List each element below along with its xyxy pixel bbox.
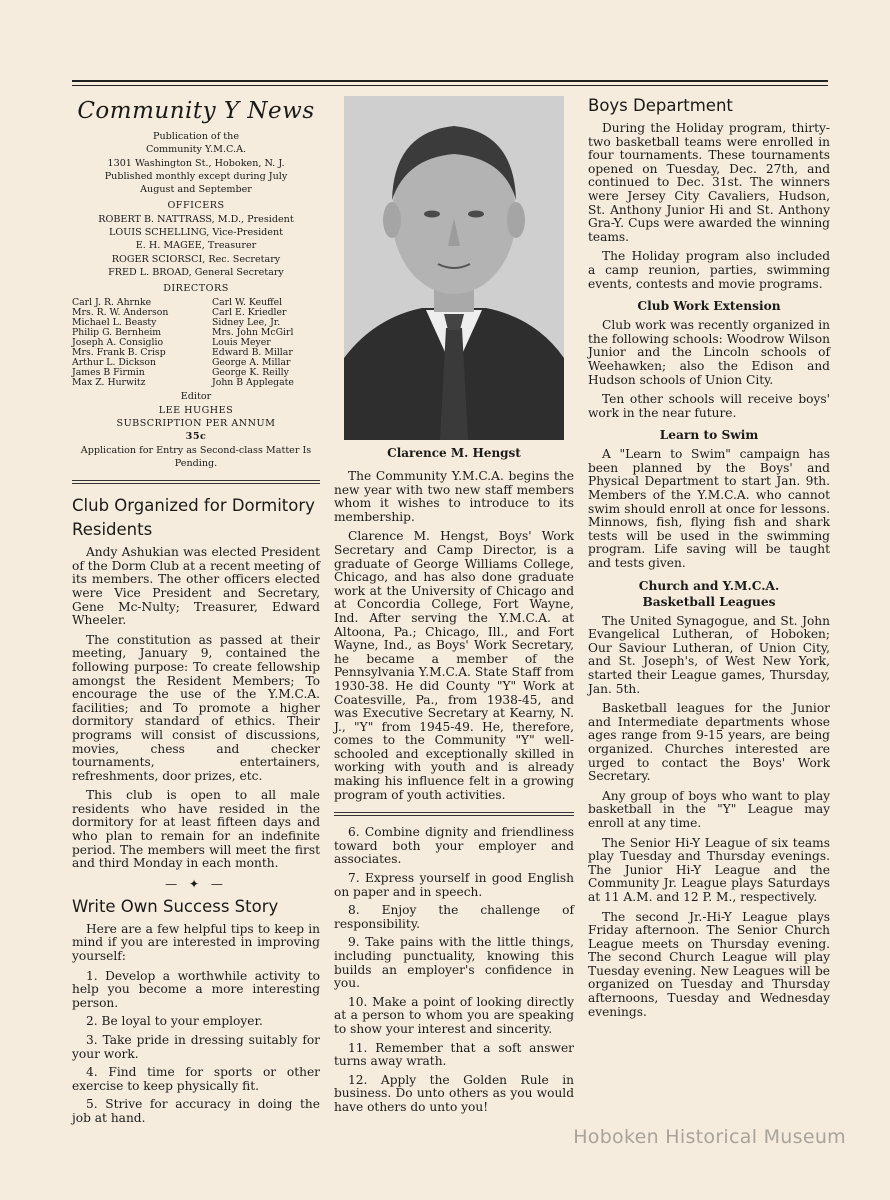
subheading: Church and Y.M.C.A. [638,578,780,593]
director-name: George K. Reilly [212,367,289,379]
director-name: Philip G. Bernheim [72,326,162,338]
subscription-price: 35c [185,431,207,443]
director-name: Joseph A. Consiglio [72,336,164,348]
ornament-divider: — ✦ — [165,876,227,891]
article-paragraph: Basketball leagues for the Junior and Intermediate departments whose ages range from 9-15 years, are being organized. Churches interested are urged to contact the Boys' Work Secretary. [588,701,830,784]
director-name: George A. Millar [212,357,291,369]
director-name: Carl J. R. Ahrnke [72,296,152,308]
director-name: Carl E. Kriedler [212,306,287,318]
article-paragraph: Clarence M. Hengst, Boys' Work Secretary and Camp Director, is a graduate of George Williams College, Chicago, and has also done graduate work at the University of Chicago and at Concordia College, Fort Wayne, Ind. After serving the Y.M.C.A. at Altoona, Pa.; Chicago, Ill., and Fort Wayne, Ind., as Boys' Work Secretary, he became a member of the Pennsylvania Y.M.C.A. State Staff from 1930-38. He did County "Y" Work at Coatesville, Pa., from 1938-45, and was Executive Secretary at Kearny, N. J., "Y" from 1945-49. He, therefore, comes to the Community "Y" well-schooled and exceptionally skilled in working with youth and is already making his influence felt in a growing program of youth activities. [334,529,574,802]
article-paragraph: The Senior Hi-Y League of six teams play Tuesday and Thursday evenings. The Junior Hi-Y League and the Community Jr. League plays Saturdays at 11 A.M. and 12 P. M., respectively. [588,835,830,904]
director-name: John B Applegate [212,377,294,389]
tip-item: 10. Make a point of looking directly at a person to whom you are speaking to show your interest and sincerity. [334,994,574,1036]
officers-heading: OFFICERS [167,200,225,212]
director-name: James B Firmin [72,367,145,379]
photo-caption: Clarence M. Hengst [387,446,521,460]
tip-item: 8. Enjoy the challenge of responsibility. [334,903,574,931]
tip-item: 9. Take pains with the little things, including punctuality, knowing this builds an employer's confidence in you. [334,935,574,991]
officer-line: ROGER SCIORSCI, Rec. Secretary [111,253,281,265]
subheading: Basketball Leagues [642,594,776,609]
tip-item: 5. Strive for accuracy in doing the job at hand. [72,1097,320,1125]
tip-item: 2. Be loyal to your employer. [86,1014,263,1029]
column-middle [334,92,574,1120]
tip-item: 6. Combine dignity and friendliness toward both your employer and associates. [334,825,574,867]
article-title: Boys Department [588,96,733,115]
portrait-photo [344,96,564,440]
article-title: Club Organized for Dormitory Residents [72,496,315,540]
officer-line: FRED L. BROAD, General Secretary [108,266,284,278]
subscription-heading: SUBSCRIPTION PER ANNUM [116,418,276,429]
entry-note: Application for Entry as Second-class Matter Is Pending. [80,444,312,469]
portrait-illustration [344,96,564,440]
director-name: Sidney Lee, Jr. [212,316,281,328]
article-paragraph: The Holiday program also included a camp reunion, parties, swimming events, contests and movie programs. [588,249,830,291]
director-name: Michael L. Beasty [72,316,157,328]
success-tips-continued [334,826,574,1114]
top-rule [72,80,828,82]
tip-item: 11. Remember that a soft answer turns away wrath. [334,1040,574,1069]
tip-item: 12. Apply the Golden Rule in business. Do unto others as you would have others do unto you! [334,1072,574,1114]
director-name: Mrs. Frank B. Crisp [72,347,166,359]
masthead-title: Community Y News [77,98,315,124]
tip-item: 4. Find time for sports or other exercise to keep physically fit. [72,1065,320,1093]
article-paragraph: Ten other schools will receive boys' work in the near future. [588,392,830,420]
editor-name: LEE HUGHES [158,404,234,416]
article-paragraph: Any group of boys who want to play basketball in the "Y" League may enroll at any time. [588,788,830,830]
top-rule-thin [72,85,828,86]
director-name: Max Z. Hurwitz [72,377,146,389]
boys-department-article [588,94,830,1019]
director-name: Arthur L. Dickson [72,357,156,369]
director-name: Mrs. R. W. Anderson [72,306,169,318]
director-name: Louis Meyer [212,336,271,348]
article-paragraph: Andy Ashukian was elected President of the Dorm Club at a recent meeting of its members. The other officers elected were Vice President and Secretary, Gene Mc-Nulty; Treasurer, Edward Wheeler. [72,545,320,628]
article-paragraph: Club work was recently organized in the following schools: Woodrow Wilson Junior and the Lincoln schools of Weehawken; also the Edison and Hudson schools of Union City. [588,318,830,387]
success-story-article [72,895,320,1126]
editor-heading: Editor [180,391,212,403]
section-divider [334,812,574,816]
directors-right [212,298,320,389]
officer-line: E. H. MAGEE, Treasurer [135,240,257,252]
pub-line: Published monthly except during July [104,170,288,182]
article-paragraph: The United Synagogue, and St. John Evangelical Lutheran, of Hoboken; Our Saviour Lutheran, of Union City, and St. Joseph's, of West New York, started their League games, Thursday, Jan. 5th. [588,613,830,696]
article-paragraph: During the Holiday program, thirty-two basketball teams were enrolled in four tournaments. These tournaments opened on Tuesday, Dec. 27th, and continued to Dec. 31st. The winners were Jersey City Cavaliers, Hudson, St. Anthony Junior Hi and St. Anthony Gra-Y. Cups were awarded the winning teams. [588,121,830,244]
article-title: Write Own Success Story [72,896,279,916]
column-right [588,92,830,1025]
pub-line: August and September [140,184,252,196]
director-name: Mrs. John McGirl [212,326,294,338]
director-name: Edward B. Millar [212,347,293,359]
subheading: Learn to Swim [659,428,759,443]
article-paragraph: A "Learn to Swim" campaign has been planned by the Boys' and Physical Department to start Jan. 9th. Members of the Y.M.C.A. who cannot swim should enroll at once for lessons. Minnows, fish, flying fish and shark tests will be used in the swimming program. Life saving will be taught and tests given. [588,447,830,571]
officer-line: ROBERT B. NATTRASS, M.D., President [98,213,294,225]
tip-item: 7. Express yourself in good English on paper and in speech. [334,871,574,899]
column-left [72,92,320,1131]
article-paragraph: The Community Y.M.C.A. begins the new year with two new staff members whom it wishes to introduce to its membership. [334,469,574,524]
pub-line: Community Y.M.C.A. [145,144,247,156]
directors-list [72,298,320,389]
article-intro: Here are a few helpful tips to keep in mind if you are interested in improving yourself: [72,921,320,964]
directors-left [72,298,210,389]
officer-line: LOUIS SCHELLING, Vice-President [108,227,284,239]
museum-watermark: Hoboken Historical Museum [573,1126,846,1148]
pub-line: 1301 Washington St., Hoboken, N. J. [107,157,285,169]
directors-heading: DIRECTORS [163,283,229,295]
tip-item: 3. Take pride in dressing suitably for your work. [72,1033,320,1061]
article-paragraph: The constitution as passed at their meeting, January 9, contained the following purpose: To create fellowship amongst the Resident Members; To encourage the use of the Y.M.C.A. facilities; and To promote a higher dormitory standard of ethics. Their programs will consist of discussions, movies, chess and checker tournaments, entertainers, refreshments, door prizes, etc. [72,632,320,783]
hengst-article [334,470,574,802]
section-divider [72,480,320,484]
article-paragraph: This club is open to all male residents who have resided in the dormitory for at least fifteen days and who plan to remain for an indefinite period. The members will meet the first and third Monday in each month. [72,788,320,871]
pub-line: Publication of the [152,131,240,142]
masthead [72,98,320,470]
dorm-club-article [72,494,320,871]
subheading: Club Work Extension [637,299,781,314]
tip-item: 1. Develop a worthwhile activity to help you become a more interesting person. [72,968,320,1010]
article-paragraph: The second Jr.-Hi-Y League plays Friday afternoon. The Senior Church League meets on Thursday evening. The second Church League will play Tuesday evening. New Leagues will be organized on Tuesday and Thursday afternoons, Tuesday and Wednesday evenings. [588,909,830,1019]
director-name: Carl W. Keuffel [212,296,283,308]
